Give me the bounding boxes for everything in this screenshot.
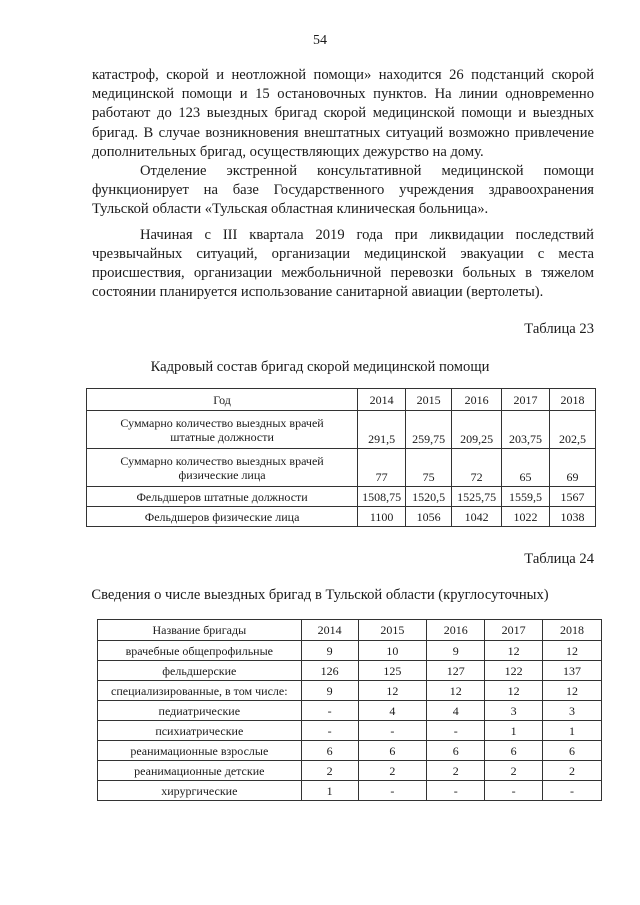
row-label-cell: педиатрические [98, 701, 302, 721]
value-cell: - [301, 701, 358, 721]
value-cell: 77 [358, 449, 406, 487]
value-cell: 10 [358, 641, 427, 661]
year-header-cell: 2014 [301, 620, 358, 641]
value-cell: 1508,75 [358, 487, 406, 507]
value-cell: 122 [485, 661, 543, 681]
table-row [98, 641, 602, 661]
table-23 [86, 388, 596, 527]
row-label-cell [87, 411, 358, 449]
value-cell: 12 [485, 641, 543, 661]
table-row [98, 701, 602, 721]
row-label-line: Суммарно количество выездных врачей [120, 453, 324, 468]
row-label-cell: Фельдшеров штатные должности [87, 487, 358, 507]
value-cell: 1100 [358, 507, 406, 527]
row-label-line: Суммарно количество выездных врачей [120, 415, 324, 430]
value-cell: 1038 [550, 507, 596, 527]
value-cell: 12 [543, 641, 602, 661]
table-row [98, 781, 602, 801]
paragraph-2: Отделение экстренной консультативной медицинской помощи функционирует на базе Государственного учреждения здравоохранения Тульской области «Тульская областная клиническая больница». [92, 163, 594, 218]
row-label-line: физические лица [178, 467, 266, 482]
value-cell: 2 [485, 761, 543, 781]
row-label-cell: врачебные общепрофильные [98, 641, 302, 661]
year-header-cell: 2014 [358, 389, 406, 411]
value-cell: 2 [301, 761, 358, 781]
value-cell: - [358, 781, 427, 801]
table-row [98, 761, 602, 781]
value-cell: 259,75 [406, 411, 452, 449]
value-cell: 1056 [406, 507, 452, 527]
value-cell: 12 [485, 681, 543, 701]
year-header-cell: 2018 [543, 620, 602, 641]
value-cell: 203,75 [502, 411, 550, 449]
value-cell: - [543, 781, 602, 801]
table-header-cell: Название бригады [98, 620, 302, 641]
value-cell: 1 [543, 721, 602, 741]
row-label-cell: психиатрические [98, 721, 302, 741]
value-cell: - [358, 721, 427, 741]
value-cell: 6 [485, 741, 543, 761]
table-row [98, 721, 602, 741]
row-label-cell: реанимационные детские [98, 761, 302, 781]
table-row [87, 411, 596, 449]
value-cell: 4 [358, 701, 427, 721]
year-header-cell: 2017 [502, 389, 550, 411]
table-row [87, 487, 596, 507]
value-cell: 291,5 [358, 411, 406, 449]
value-cell: 75 [406, 449, 452, 487]
row-label-cell: фельдшерские [98, 661, 302, 681]
value-cell: 12 [543, 681, 602, 701]
row-label-cell: реанимационные взрослые [98, 741, 302, 761]
year-header-cell: 2017 [485, 620, 543, 641]
body-text [92, 66, 594, 302]
value-cell: - [485, 781, 543, 801]
value-cell: 2 [543, 761, 602, 781]
value-cell: 137 [543, 661, 602, 681]
value-cell: 1525,75 [452, 487, 502, 507]
year-header-cell: 2018 [550, 389, 596, 411]
value-cell: 69 [550, 449, 596, 487]
row-label-cell: специализированные, в том числе: [98, 681, 302, 701]
value-cell: - [427, 781, 485, 801]
table-header-cell: Год [87, 389, 358, 411]
table-row [87, 507, 596, 527]
table-23-title: Кадровый состав бригад скорой медицинской помощи [150, 359, 490, 375]
value-cell: 12 [427, 681, 485, 701]
value-cell: 6 [543, 741, 602, 761]
value-cell: 1520,5 [406, 487, 452, 507]
value-cell: 1 [301, 781, 358, 801]
row-label-cell [87, 449, 358, 487]
row-label-cell: Фельдшеров физические лица [87, 507, 358, 527]
value-cell: 1042 [452, 507, 502, 527]
value-cell: 1 [485, 721, 543, 741]
year-header-cell: 2016 [427, 620, 485, 641]
value-cell: 6 [427, 741, 485, 761]
value-cell: 202,5 [550, 411, 596, 449]
value-cell: 12 [358, 681, 427, 701]
value-cell: 6 [301, 741, 358, 761]
value-cell: 9 [427, 641, 485, 661]
year-header-cell: 2015 [406, 389, 452, 411]
year-header-cell: 2016 [452, 389, 502, 411]
value-cell: 72 [452, 449, 502, 487]
value-cell: 126 [301, 661, 358, 681]
year-header-cell: 2015 [358, 620, 427, 641]
value-cell: 9 [301, 641, 358, 661]
value-cell: 125 [358, 661, 427, 681]
value-cell: 209,25 [452, 411, 502, 449]
row-label-cell: хирургические [98, 781, 302, 801]
value-cell: 4 [427, 701, 485, 721]
value-cell: 1022 [502, 507, 550, 527]
value-cell: 2 [427, 761, 485, 781]
table-24 [97, 619, 602, 801]
value-cell: 2 [358, 761, 427, 781]
value-cell: 65 [502, 449, 550, 487]
table-row [87, 449, 596, 487]
row-label-line: штатные должности [170, 429, 274, 444]
page-number: 54 [313, 33, 327, 48]
value-cell: 9 [301, 681, 358, 701]
value-cell: - [427, 721, 485, 741]
value-cell: 1559,5 [502, 487, 550, 507]
value-cell: - [301, 721, 358, 741]
paragraph-3: Начиная с III квартала 2019 года при ликвидации последствий чрезвычайных ситуаций, организации медицинской эвакуации с места происшествия, организации межбольничной перевозки больных в тяжелом состоянии планируется использование санитарной авиации (вертолеты). [92, 226, 594, 301]
value-cell: 3 [485, 701, 543, 721]
table-header-row [98, 620, 602, 641]
value-cell: 6 [358, 741, 427, 761]
table-row [98, 661, 602, 681]
table-row [98, 741, 602, 761]
value-cell: 1567 [550, 487, 596, 507]
table-24-title: Сведения о числе выездных бригад в Тульской области (круглосуточных) [91, 587, 549, 603]
table-header-row [87, 389, 596, 411]
value-cell: 127 [427, 661, 485, 681]
paragraph-1: катастроф, скорой и неотложной помощи» находится 26 подстанций скорой медицинской помощи и 15 остановочных пунктов. На линии одновременно работают до 123 выездных бригад скорой медицинской помощи и выездных бригад. В случае возникновения внештатных ситуаций возможно привлечение дополнительных бригад, осуществляющих дежурство на дому. [92, 67, 594, 160]
table-row [98, 681, 602, 701]
table-24-label: Таблица 24 [524, 551, 594, 567]
value-cell: 3 [543, 701, 602, 721]
table-23-label: Таблица 23 [524, 321, 594, 337]
